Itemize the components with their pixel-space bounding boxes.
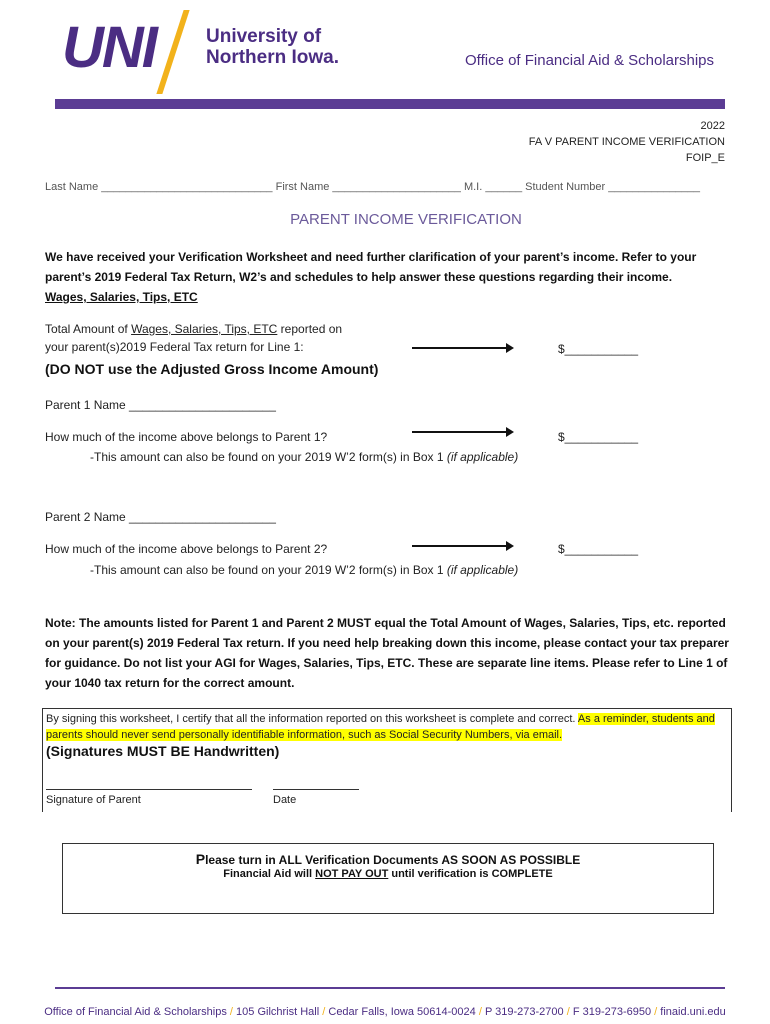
footer-separator: / <box>229 1006 233 1018</box>
footer-rule <box>55 987 725 989</box>
parent-signature-line[interactable] <box>46 789 252 790</box>
total-label-post: reported on <box>277 322 343 336</box>
footer-phone: P 319-273-2700 <box>484 1006 564 1018</box>
footer-separator: / <box>478 1006 482 1018</box>
form-title: FA V PARENT INCOME VERIFICATION <box>528 136 725 148</box>
parent1-hint-italic: (if applicable) <box>446 450 519 464</box>
university-name-line2: Northern Iowa. <box>206 47 340 68</box>
certification-statement: By signing this worksheet, I certify that all the information reported on this worksheet is complete and correct. <box>46 713 578 725</box>
note-paragraph: Note: The amounts listed for Parent 1 and Parent 2 MUST equal the Total Amount of Wages, Salaries, Tips, etc. reported on your parent(s) 2019 Federal Tax return. If you need help breaking down this income, please contact your tax preparer for guidance. Do not list your AGI for Wages, Salaries, Tips, ETC. These are separate line items. Please refer to Line 1 of your 1040 tax return for the correct amount. <box>45 616 729 690</box>
page-title: PARENT INCOME VERIFICATION <box>290 211 522 228</box>
form-code: FOIP_E <box>685 152 725 164</box>
privacy-reminder-highlight: As a reminder, students and parents should never send personally identifiable information, such as Social Security Numbers, via email. <box>46 713 715 741</box>
parent2-name-field[interactable]: Parent 2 Name ______________________ <box>45 510 276 524</box>
logo-slash-divider <box>156 10 189 94</box>
turn-in-line1 <box>63 851 713 867</box>
turn-in-line2 <box>63 868 713 880</box>
parent1-name-field[interactable]: Parent 1 Name ______________________ <box>45 398 276 412</box>
date-line[interactable] <box>273 789 359 790</box>
total-amount-field[interactable]: $___________ <box>558 342 639 356</box>
parent1-hint <box>90 448 518 466</box>
certification-text <box>46 711 726 743</box>
footer-office: Office of Financial Aid & Scholarships <box>44 1006 227 1018</box>
intro-text <box>45 247 735 307</box>
turn-in-first-letter: P <box>195 851 206 867</box>
parent1-amount-field[interactable]: $___________ <box>558 430 639 444</box>
turn-in-notice-box <box>62 843 714 914</box>
arrow-right-icon <box>412 347 512 349</box>
parent1-hint-text: -This amount can also be found on your 2019 W’2 form(s) in Box 1 <box>90 450 447 464</box>
agi-warning: (DO NOT use the Adjusted Gross Income Amount) <box>45 361 379 377</box>
parent2-hint-text: -This amount can also be found on your 2019 W’2 form(s) in Box 1 <box>90 563 447 577</box>
certification-box <box>42 708 732 812</box>
intro-paragraph: We have received your Verification Worksheet and need further clarification of your parent’s income. Refer to your parent’s 2019 Federal Tax Return, W2’s and schedules to help answer these questions regarding their income. <box>45 250 697 284</box>
form-header <box>529 118 725 166</box>
total-label-pre: Total Amount of <box>45 322 132 336</box>
total-label-underlined: Wages, Salaries, Tips, ETC <box>131 322 278 336</box>
footer-contact <box>0 1006 770 1018</box>
university-name <box>206 26 339 68</box>
intro-subheading: Wages, Salaries, Tips, ETC <box>45 290 198 304</box>
footer-separator: / <box>322 1006 326 1018</box>
turn-in-line2-pre: Financial Aid will <box>223 868 316 880</box>
footer-address-building: 105 Gilchrist Hall <box>236 1006 320 1018</box>
footer-fax: F 319-273-6950 <box>572 1006 652 1018</box>
turn-in-line2-underlined: NOT PAY OUT <box>315 868 389 880</box>
turn-in-line1-text: lease turn in ALL Verification Documents AS SOON AS POSSIBLE <box>205 853 581 867</box>
footer-address-city: Cedar Falls, Iowa 50614-0024 <box>328 1006 476 1018</box>
office-name: Office of Financial Aid & Scholarships <box>465 52 715 69</box>
parent1-question: How much of the income above belongs to Parent 1? <box>45 430 328 444</box>
parent2-hint <box>90 561 518 579</box>
date-label: Date <box>273 794 297 806</box>
student-name-row[interactable]: Last Name ____________________________ First Name _____________________ M.I. ______ Student Number _______________ <box>45 181 701 193</box>
university-name-line1: University of <box>206 26 322 47</box>
total-amount-label <box>45 320 342 356</box>
footer-separator: / <box>654 1006 658 1018</box>
parent2-hint-italic: (if applicable) <box>446 563 519 577</box>
arrow-right-icon <box>412 545 512 547</box>
signature-label: Signature of Parent <box>46 794 141 806</box>
form-year: 2022 <box>700 120 725 132</box>
footer-website-link[interactable]: finaid.uni.edu <box>660 1006 726 1018</box>
total-label-line2: your parent(s)2019 Federal Tax return for Line 1: <box>45 340 304 354</box>
header-rule <box>55 99 725 109</box>
parent2-amount-field[interactable]: $___________ <box>558 542 639 556</box>
turn-in-line2-post: until verification is COMPLETE <box>388 868 553 880</box>
uni-logo-mark: UNI <box>62 15 156 80</box>
footer-separator: / <box>566 1006 570 1018</box>
parent2-question: How much of the income above belongs to Parent 2? <box>45 542 328 556</box>
arrow-right-icon <box>412 431 512 433</box>
signatures-note: (Signatures MUST BE Handwritten) <box>46 743 280 759</box>
